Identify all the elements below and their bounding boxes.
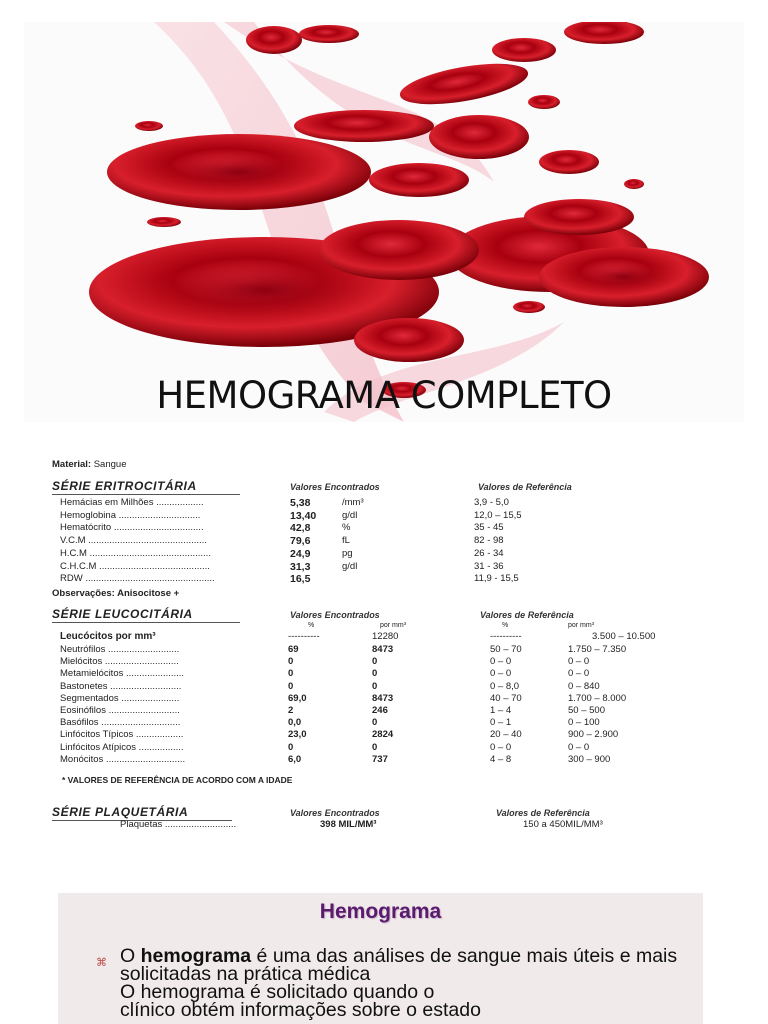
leuco-row-mm: 246: [372, 705, 388, 716]
col-pct: %: [308, 622, 315, 629]
leuco-row-ref-mm: 300 – 900: [568, 753, 611, 765]
plaq-value: 398 MIL/MM³: [320, 819, 377, 830]
hemograma-paragraph: [120, 947, 680, 1019]
eritro-row-label: Hemoglobina ...............................: [60, 509, 201, 521]
divider: [52, 494, 240, 495]
leuco-found-header: Valores Encontrados: [290, 610, 380, 620]
leuco-row-pct: 2: [288, 705, 294, 716]
leuco-row-ref-pct: 1 – 4: [490, 705, 512, 716]
leuco-row-label: Mielócitos ............................: [60, 656, 179, 668]
leuco-total-ref-pct: ----------: [490, 631, 522, 642]
eritro-row-ref: 3,9 - 5,0: [474, 497, 509, 508]
leuco-row-mm: 2824: [372, 729, 394, 741]
material-label: Material:: [52, 459, 92, 470]
leuco-row-pct: 69,0: [288, 692, 307, 704]
plaq-ref-header: Valores de Referência: [496, 808, 590, 818]
red-blood-cells-illustration: [24, 22, 744, 422]
eritro-row-value: 13,40: [290, 509, 317, 522]
slide-title: HEMOGRAMA COMPLETO: [156, 374, 612, 417]
divider: [52, 622, 240, 623]
eritro-row-ref: 35 - 45: [474, 522, 504, 534]
eritro-found-header: Valores Encontrados: [290, 482, 380, 492]
leuco-row-label: Metamielócitos ......................: [60, 668, 185, 680]
material-line: [52, 459, 126, 470]
leuco-row-pct: 69: [288, 644, 299, 655]
plaq-heading: SÉRIE PLAQUETÁRIA: [52, 805, 189, 819]
leuco-ref-header: Valores de Referência: [480, 610, 574, 620]
eritro-row-value: 79,6: [290, 535, 311, 548]
leuco-row-label: Linfócitos Típicos ..................: [60, 729, 184, 741]
hemograma-slide: [58, 893, 703, 1024]
eritro-ref-header: Valores de Referência: [478, 482, 572, 492]
leuco-row-mm: 8473: [372, 644, 394, 655]
leuco-row-ref-pct: 50 – 70: [490, 644, 522, 655]
leuco-row-label: Monócitos ..............................: [60, 753, 186, 765]
eritro-row-label: Hematócrito ..................................: [60, 522, 204, 534]
leuco-row-ref-mm: 0 – 0: [568, 741, 590, 753]
leuco-row-mm: 737: [372, 753, 388, 765]
leuco-total-ref-mm: 3.500 – 10.500: [592, 631, 656, 642]
leuco-row-pct: 23,0: [288, 729, 307, 741]
text-bold: hemograma: [140, 945, 252, 967]
leuco-row-pct: 0: [288, 668, 294, 680]
lab-report: [50, 455, 720, 835]
leuco-row-ref-pct: 40 – 70: [490, 692, 522, 704]
text-line2: O hemograma é solicitado quando o: [120, 981, 435, 1003]
leuco-row-label: Bastonetes ...........................: [60, 680, 182, 692]
eritro-row-ref: 31 - 36: [474, 560, 504, 572]
leuco-row-ref-mm: 1.750 – 7.350: [568, 644, 627, 655]
eritro-row-label: RDW .................................................: [60, 573, 215, 585]
leuco-row-ref-pct: 0 – 1: [490, 717, 512, 729]
leuco-row-label: Basófilos ..............................: [60, 717, 181, 729]
material-value: Sangue: [93, 459, 127, 470]
leuco-row-ref-pct: 0 – 0: [490, 668, 512, 680]
eritro-row-unit: pg: [342, 547, 353, 559]
leuco-row-ref-mm: 1.700 – 8.000: [568, 692, 627, 704]
leuco-row-mm: 0: [372, 717, 378, 729]
leuco-total-pct: ----------: [288, 631, 320, 642]
eritro-row-ref: 12,0 – 15,5: [474, 509, 522, 521]
leuco-row-ref-mm: 0 – 0: [568, 656, 590, 668]
eritro-row-unit: g/dl: [342, 509, 358, 521]
leuco-row-ref-mm: 50 – 500: [568, 705, 605, 716]
leuco-total-label: Leucócitos por mm³: [60, 631, 156, 642]
leuco-row-ref-mm: 900 – 2.900: [568, 729, 619, 741]
leuco-row-ref-mm: 0 – 0: [568, 668, 590, 680]
plaq-found-header: Valores Encontrados: [290, 808, 380, 818]
leuco-row-pct: 0: [288, 680, 294, 692]
leuco-row-label: Eosinófilos ...........................: [60, 705, 180, 716]
leuco-row-mm: 0: [372, 680, 378, 692]
eritro-row-ref: 26 - 34: [474, 547, 504, 559]
plaq-ref: 150 a 450MIL/MM³: [523, 819, 603, 830]
eritro-row-value: 16,5: [290, 573, 311, 586]
text-line3: clínico obtém informações sobre o estado: [120, 999, 481, 1021]
title-slide: [24, 22, 744, 422]
leuco-row-pct: 0,0: [288, 717, 302, 729]
leuco-row-ref-pct: 0 – 8,0: [490, 680, 520, 692]
leuco-row-ref-mm: 0 – 100: [568, 717, 600, 729]
eritro-row-ref: 11,9 - 15,5: [474, 573, 519, 585]
leuco-heading: SÉRIE LEUCOCITÁRIA: [52, 607, 193, 621]
eritro-heading: SÉRIE ERITROCITÁRIA: [52, 479, 197, 493]
leuco-row-mm: 0: [372, 668, 378, 680]
leuco-total-mm: 12280: [372, 631, 399, 642]
eritro-row-label: C.H.C.M ..........................................: [60, 560, 210, 572]
eritro-row-value: 5,38: [290, 497, 311, 509]
eritro-row-label: Hemácias em Milhões ..................: [60, 497, 204, 508]
eritro-row-unit: fL: [342, 535, 350, 547]
ref-col-mm: por mm³: [568, 622, 595, 629]
col-mm: por mm³: [380, 622, 407, 629]
eritro-row-unit: %: [342, 522, 351, 534]
eritro-row-unit: g/dl: [342, 560, 358, 572]
leuco-row-pct: 6,0: [288, 753, 302, 765]
reference-note: * VALORES DE REFERÊNCIA DE ACORDO COM A IDADE: [62, 775, 293, 785]
leuco-row-label: Linfócitos Atípicos .................: [60, 741, 184, 753]
bullet-icon: ⌘: [96, 957, 107, 969]
observations: Observações: Anisocitose +: [52, 588, 180, 599]
hemograma-title: Hemograma: [319, 900, 442, 923]
leuco-row-ref-mm: 0 – 840: [568, 680, 600, 692]
leuco-row-ref-pct: 20 – 40: [490, 729, 522, 741]
leuco-row-mm: 8473: [372, 692, 394, 704]
leuco-row-label: Segmentados ......................: [60, 692, 180, 704]
eritro-row-ref: 82 - 98: [474, 535, 504, 547]
leuco-row-ref-pct: 0 – 0: [490, 656, 512, 668]
text-pre: O: [120, 945, 141, 967]
leuco-row-mm: 0: [372, 656, 378, 668]
leuco-row-pct: 0: [288, 741, 294, 753]
eritro-row-value: 31,3: [290, 560, 311, 573]
eritro-row-value: 24,9: [290, 547, 311, 560]
eritro-row-value: 42,8: [290, 522, 311, 535]
leuco-row-ref-pct: 0 – 0: [490, 741, 512, 753]
leuco-row-ref-pct: 4 – 8: [490, 753, 512, 765]
leuco-row-label: Neutrófilos ...........................: [60, 644, 180, 655]
leuco-row-mm: 0: [372, 741, 378, 753]
eritro-row-unit: /mm³: [342, 497, 364, 508]
leuco-row-pct: 0: [288, 656, 294, 668]
eritro-row-label: V.C.M .............................................: [60, 535, 207, 547]
ref-col-pct: %: [502, 622, 509, 629]
eritro-row-label: H.C.M ..............................................: [60, 547, 211, 559]
text-post: é uma das análises de sangue mais úteis e mais solicitadas na prática médica: [120, 945, 678, 985]
plaq-label: Plaquetas ...........................: [120, 819, 237, 830]
